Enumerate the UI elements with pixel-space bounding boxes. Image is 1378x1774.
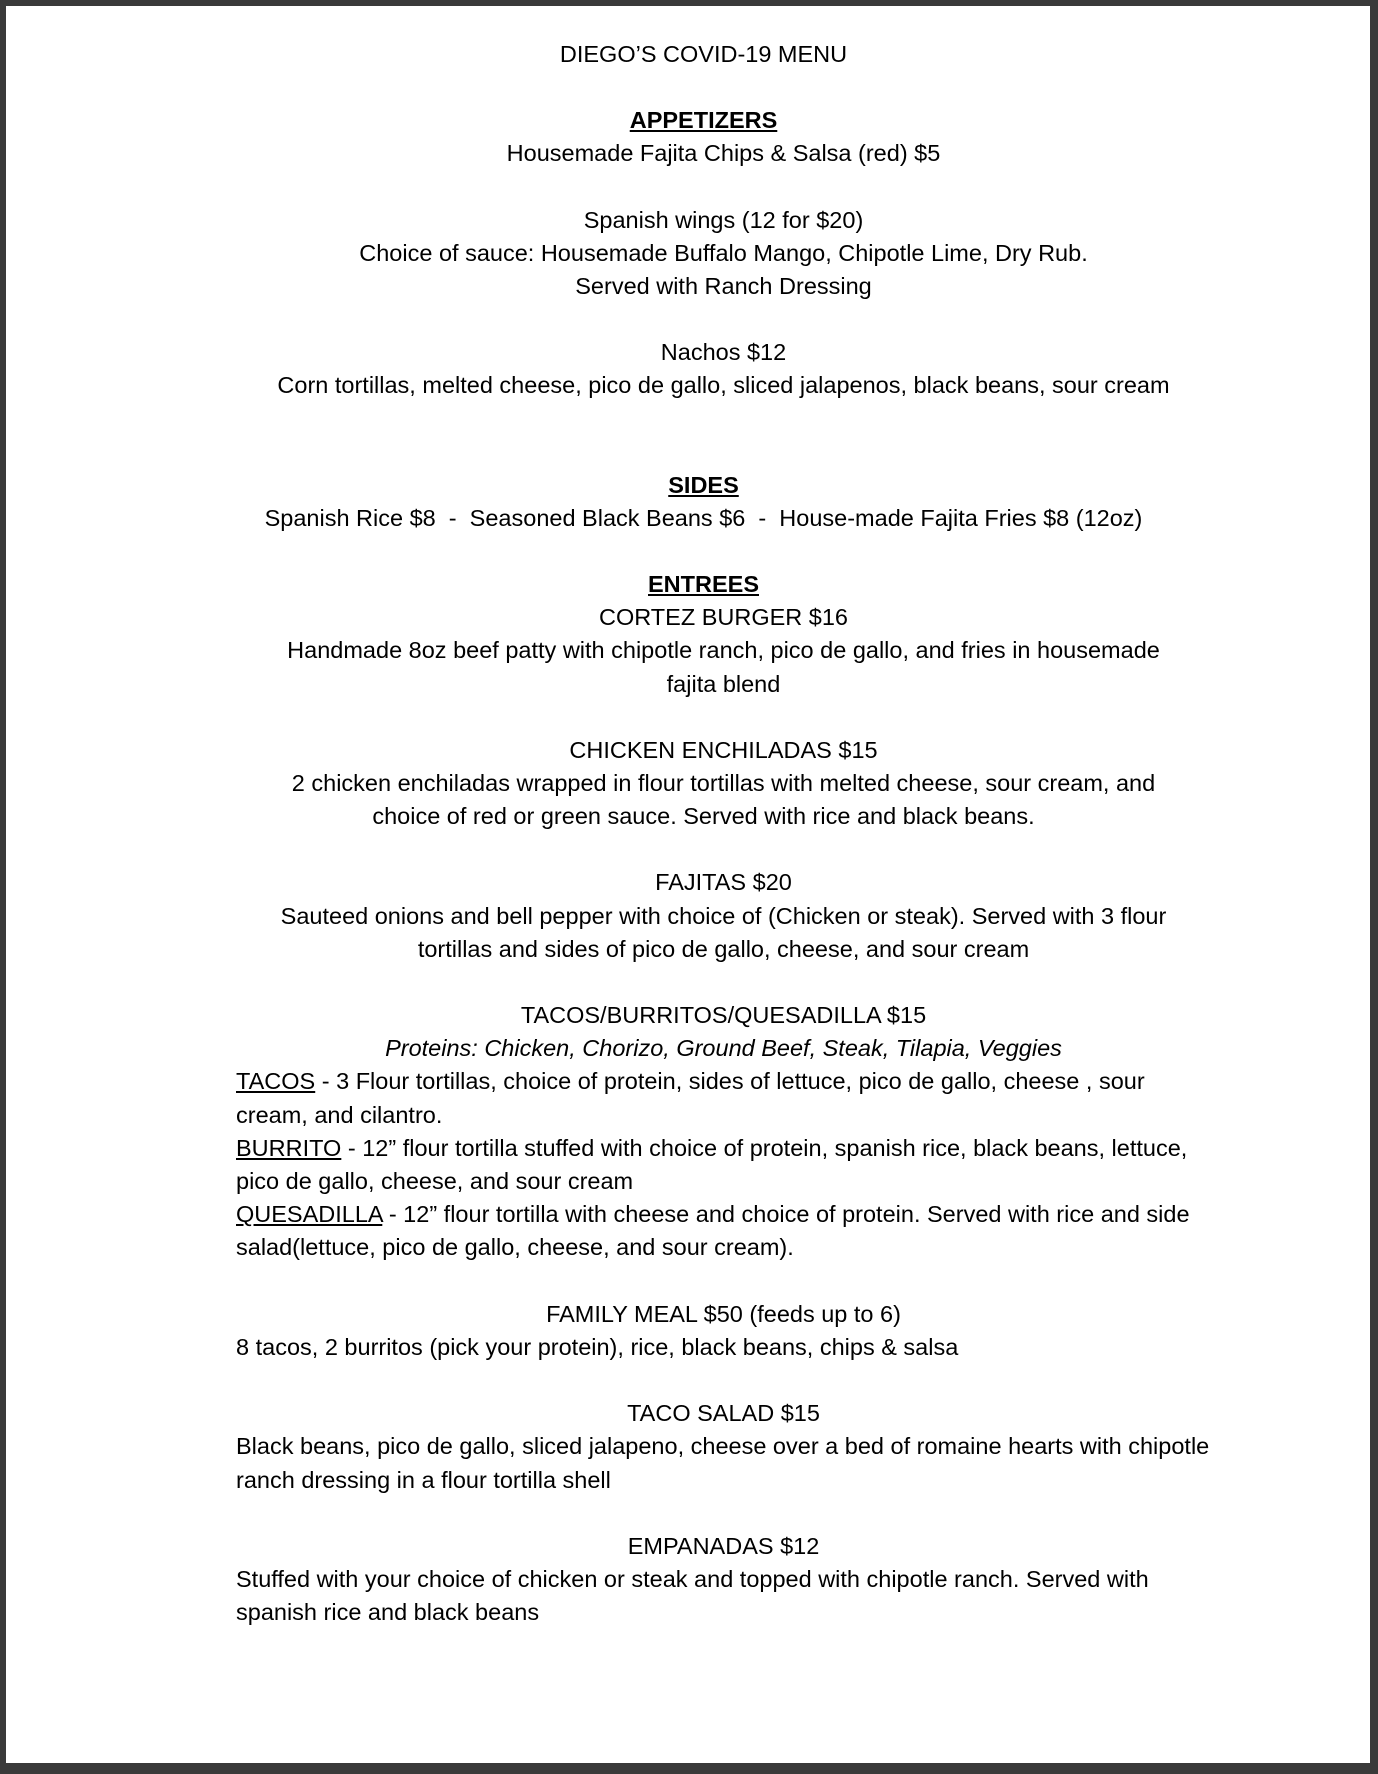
- menu-body: [236, 38, 1211, 1629]
- appetizer-chips-salsa: Housemade Fajita Chips & Salsa (red) $5: [506, 140, 941, 167]
- enchiladas-desc-line2: choice of red or green sauce. Served with rice and black beans.: [372, 803, 1035, 830]
- sides-heading: SIDES: [668, 471, 739, 498]
- tacos-text: - 3 Flour tortillas, choice of protein, sides of lettuce, pico de gallo, cheese , sour cream, and cilantro.: [236, 1068, 1145, 1128]
- quesadilla-description: [236, 1198, 1211, 1264]
- tacos-description: [236, 1065, 1211, 1131]
- menu-title: DIEGO’S COVID-19 MENU: [559, 41, 848, 67]
- empanadas-desc: Stuffed with your choice of chicken or steak and topped with chipotle ranch. Served with spanish rice and black beans: [236, 1565, 1149, 1626]
- burger-desc-line1: Handmade 8oz beef patty with chipotle ranch, pico de gallo, and fries in housemade: [287, 637, 1160, 664]
- burger-name: CORTEZ BURGER $16: [599, 604, 848, 631]
- document-page: [6, 6, 1370, 1763]
- tacos-burritos-quesadilla-name: TACOS/BURRITOS/QUESADILLA $15: [520, 1002, 927, 1029]
- taco-salad-name: TACO SALAD $15: [627, 1400, 820, 1427]
- burrito-description: [236, 1132, 1211, 1198]
- entrees-heading: ENTREES: [648, 571, 759, 598]
- taco-salad-desc: Black beans, pico de gallo, sliced jalapeno, cheese over a bed of romaine hearts with chipotle ranch dressing in a flour tortilla shell: [236, 1433, 1210, 1493]
- fajitas-desc-line1: Sauteed onions and bell pepper with choice of (Chicken or steak). Served with 3 flour: [280, 902, 1167, 929]
- tacos-label: TACOS: [236, 1068, 316, 1095]
- appetizer-wings-served: Served with Ranch Dressing: [575, 273, 872, 300]
- burger-desc-line2: fajita blend: [666, 670, 781, 697]
- proteins-list: Proteins: Chicken, Chorizo, Ground Beef, Steak, Tilapia, Veggies: [385, 1035, 1062, 1062]
- fajitas-name: FAJITAS $20: [655, 869, 792, 896]
- enchiladas-desc-line1: 2 chicken enchiladas wrapped in flour tortillas with melted cheese, sour cream, and: [291, 770, 1156, 797]
- appetizer-wings-name: Spanish wings (12 for $20): [583, 206, 864, 233]
- appetizer-nachos-desc: Corn tortillas, melted cheese, pico de gallo, sliced jalapenos, black beans, sour cream: [277, 372, 1170, 399]
- family-meal-desc: 8 tacos, 2 burritos (pick your protein), rice, black beans, chips & salsa: [236, 1333, 959, 1360]
- appetizers-heading: APPETIZERS: [629, 107, 778, 134]
- quesadilla-text: - 12” flour tortilla with cheese and choice of protein. Served with rice and side salad(lettuce, pico de gallo, cheese, and sour cream).: [236, 1201, 1190, 1261]
- burrito-label: BURRITO: [236, 1134, 342, 1161]
- quesadilla-label: QUESADILLA: [236, 1201, 383, 1228]
- appetizer-wings-sauce: Choice of sauce: Housemade Buffalo Mango, Chipotle Lime, Dry Rub.: [359, 239, 1088, 266]
- appetizer-nachos-name: Nachos $12: [660, 339, 787, 366]
- family-meal-name: FAMILY MEAL $50 (feeds up to 6): [546, 1300, 901, 1327]
- burrito-text: - 12” flour tortilla stuffed with choice of protein, spanish rice, black beans, lettuce, pico de gallo, cheese, and sour cream: [236, 1134, 1188, 1195]
- fajitas-desc-line2: tortillas and sides of pico de gallo, cheese, and sour cream: [417, 935, 1030, 962]
- enchiladas-name: CHICKEN ENCHILADAS $15: [569, 736, 878, 763]
- empanadas-name: EMPANADAS $12: [627, 1532, 820, 1559]
- sides-line: Spanish Rice $8 - Seasoned Black Beans $6 - House-made Fajita Fries $8 (12oz): [264, 504, 1143, 531]
